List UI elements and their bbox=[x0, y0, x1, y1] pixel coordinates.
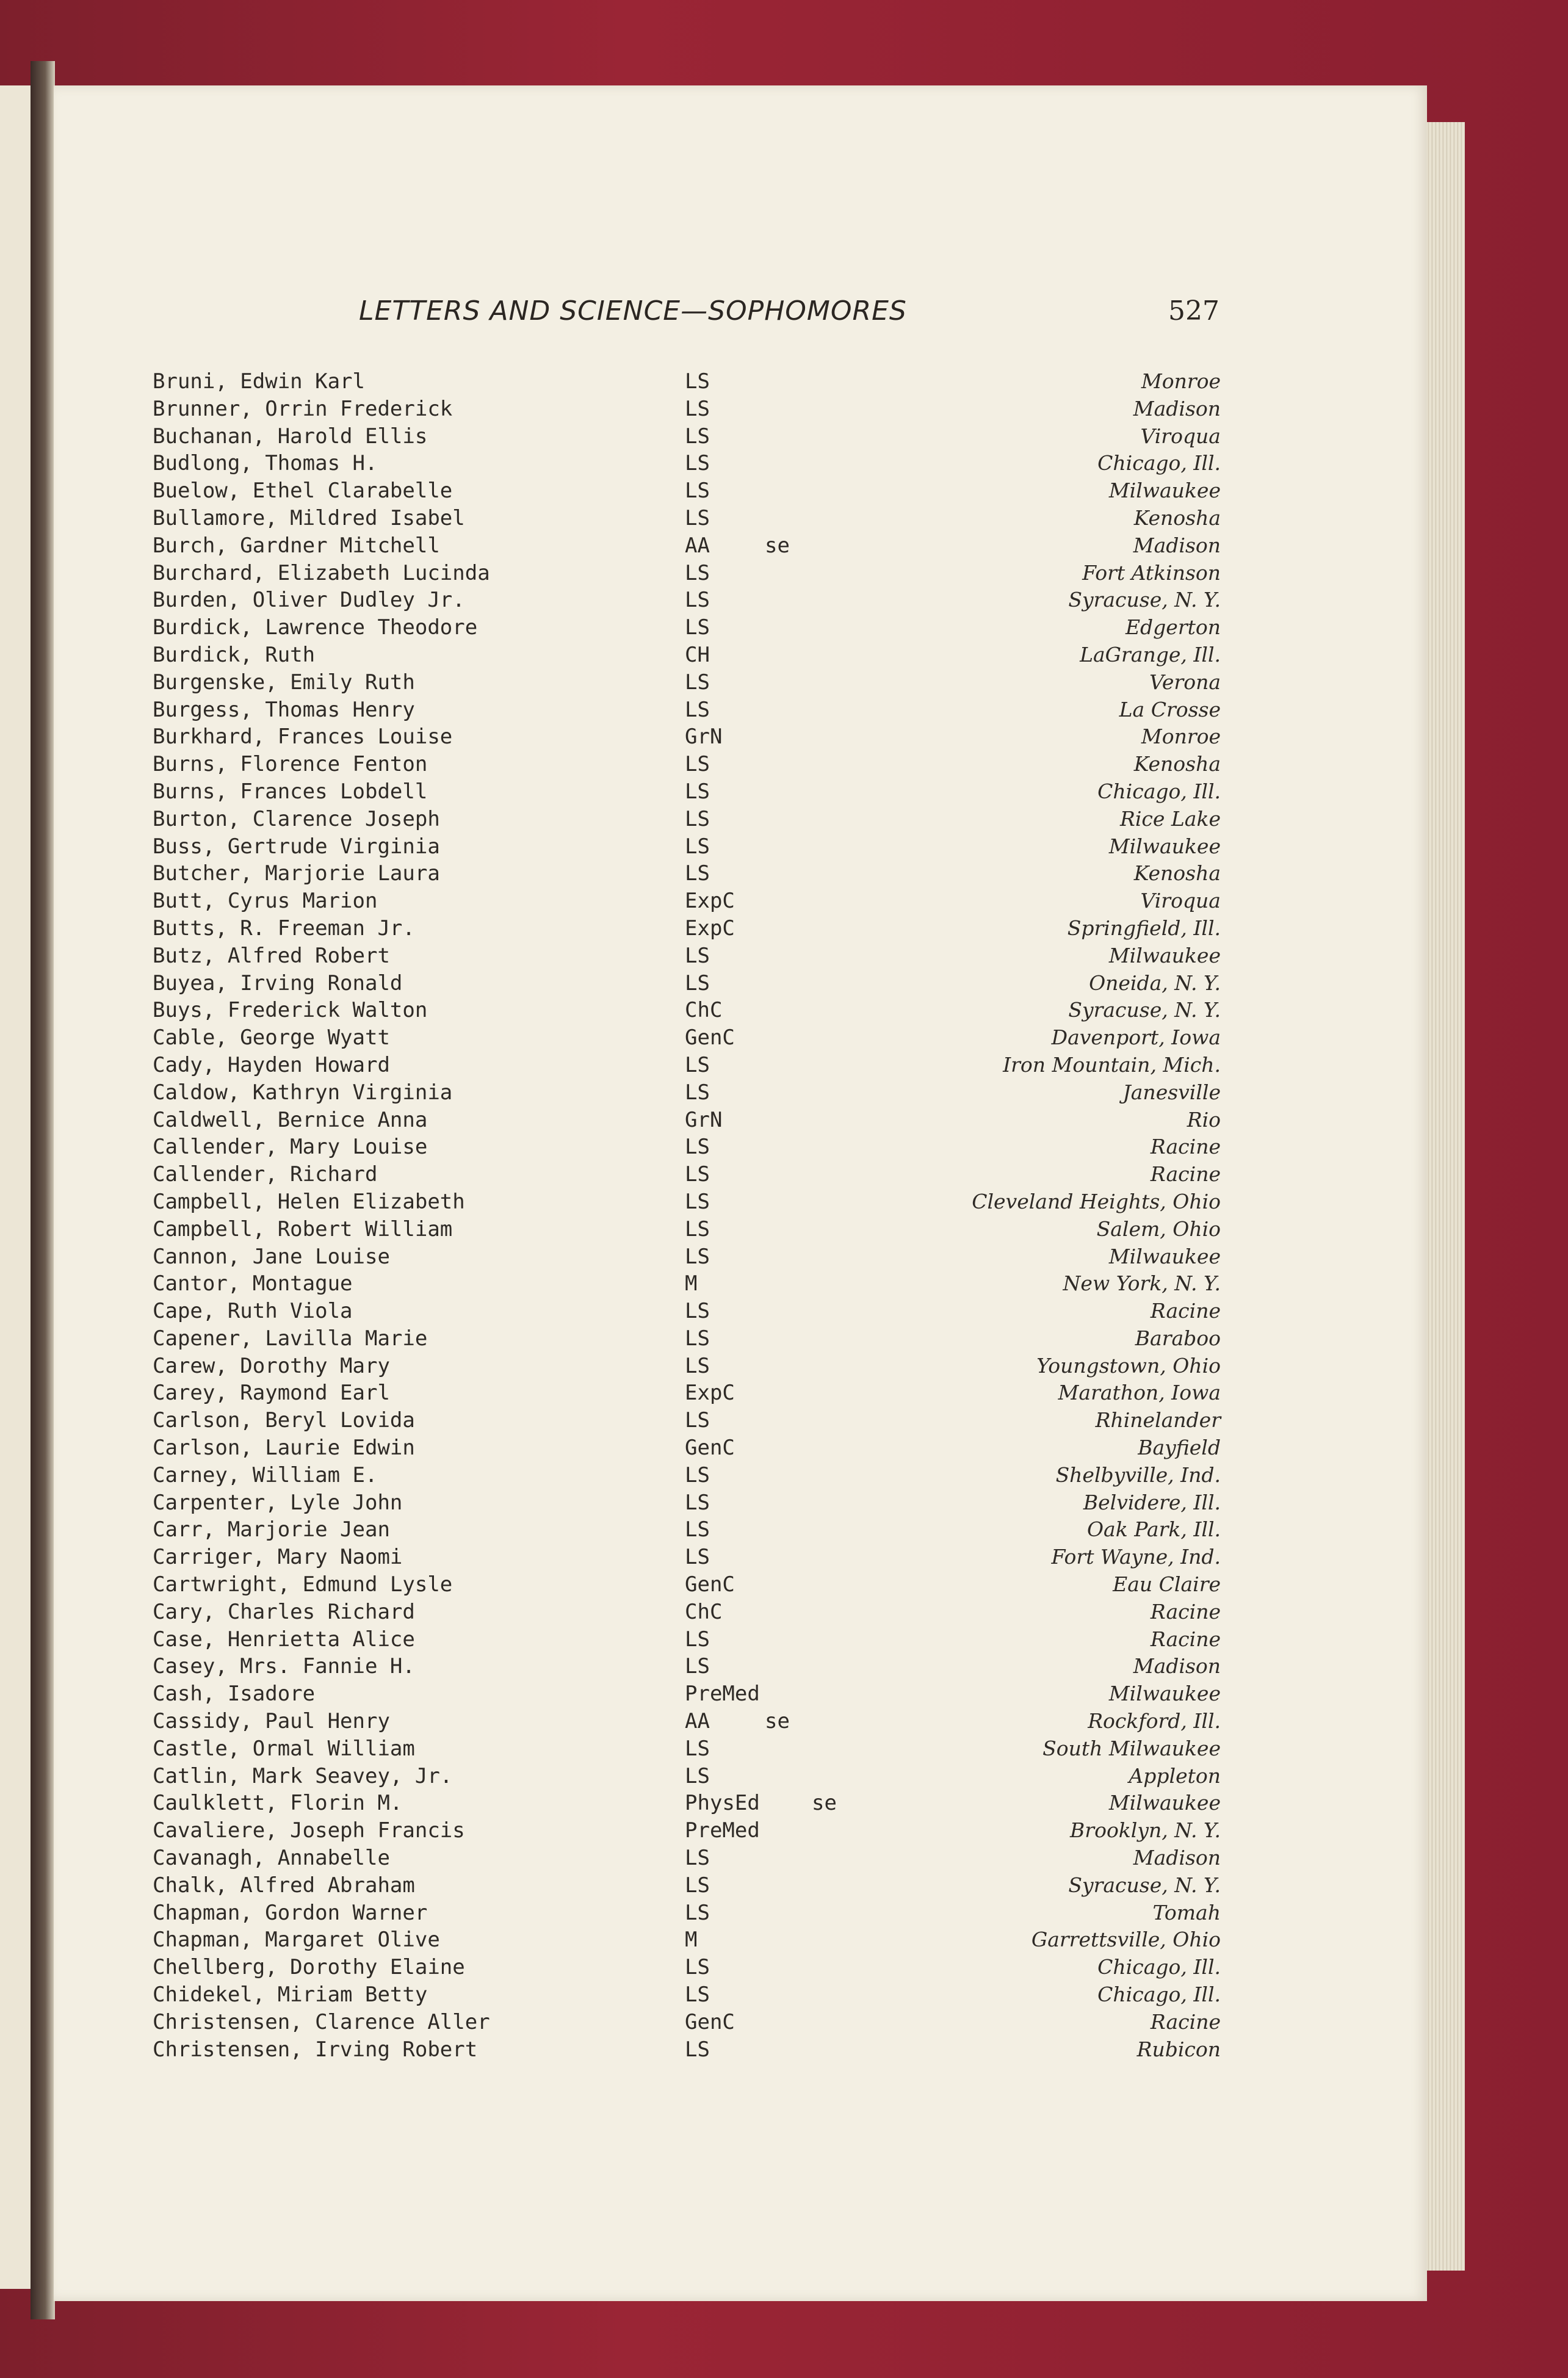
student-hometown: Edgerton bbox=[1125, 615, 1221, 640]
student-course: LS bbox=[685, 1736, 710, 1761]
student-name: Chidekel, Miriam Betty bbox=[153, 1982, 428, 2008]
student-hometown: Marathon, Iowa bbox=[1058, 1381, 1221, 1405]
student-note: se bbox=[765, 1709, 790, 1734]
student-name: Burchard, Elizabeth Lucinda bbox=[153, 560, 490, 585]
student-hometown: Chicago, Ill. bbox=[1097, 779, 1221, 803]
student-hometown: Viroqua bbox=[1140, 424, 1221, 448]
student-row bbox=[153, 1981, 1221, 2009]
student-name: Butts, R. Freeman Jr. bbox=[153, 916, 415, 941]
student-hometown: Rio bbox=[1187, 1107, 1221, 1132]
student-name: Burkhard, Frances Louise bbox=[153, 725, 453, 750]
student-hometown: Janesville bbox=[1122, 1080, 1221, 1104]
page-block-edges bbox=[1422, 122, 1465, 2271]
student-name: Cary, Charles Richard bbox=[153, 1599, 415, 1624]
student-row bbox=[153, 1954, 1221, 1981]
student-course: LS bbox=[685, 970, 710, 996]
student-course: LS bbox=[685, 396, 710, 421]
student-note: se bbox=[812, 1791, 837, 1816]
student-row bbox=[153, 887, 1221, 915]
student-hometown: Rice Lake bbox=[1119, 806, 1221, 831]
student-hometown: Youngstown, Ohio bbox=[1036, 1353, 1221, 1378]
student-course: M bbox=[685, 1271, 698, 1296]
student-course: LS bbox=[685, 560, 710, 585]
student-row bbox=[153, 833, 1221, 861]
student-name: Budlong, Thomas H. bbox=[153, 451, 378, 476]
student-hometown: Chicago, Ill. bbox=[1097, 451, 1221, 475]
student-name: Case, Henrietta Alice bbox=[153, 1627, 415, 1652]
student-hometown: Fort Wayne, Ind. bbox=[1051, 1545, 1221, 1569]
student-course: GenC bbox=[685, 1436, 735, 1461]
student-row bbox=[153, 1379, 1221, 1407]
student-name: Bullamore, Mildred Isabel bbox=[153, 505, 465, 530]
student-hometown: LaGrange, Ill. bbox=[1080, 642, 1221, 667]
student-course: LS bbox=[685, 451, 710, 476]
student-hometown: Madison bbox=[1133, 1846, 1221, 1870]
student-name: Cable, George Wyatt bbox=[153, 1025, 390, 1050]
student-name: Cantor, Montague bbox=[153, 1271, 353, 1296]
student-hometown: Syracuse, N. Y. bbox=[1068, 998, 1221, 1022]
student-hometown: Belvidere, Ill. bbox=[1083, 1490, 1221, 1514]
student-course: LS bbox=[685, 1900, 710, 1925]
student-row bbox=[153, 368, 1221, 396]
student-hometown: Brooklyn, N. Y. bbox=[1070, 1818, 1221, 1843]
student-row bbox=[153, 970, 1221, 997]
student-course: PreMed bbox=[685, 1818, 760, 1843]
running-title: LETTERS AND SCIENCE—SOPHOMORES bbox=[359, 295, 907, 327]
student-hometown: Rubicon bbox=[1136, 2037, 1221, 2061]
student-row bbox=[153, 423, 1221, 450]
student-row bbox=[153, 1107, 1221, 1134]
student-course: AA bbox=[685, 533, 710, 558]
student-name: Butz, Alfred Robert bbox=[153, 943, 390, 968]
student-row bbox=[153, 669, 1221, 696]
student-row bbox=[153, 1763, 1221, 1790]
student-hometown: Cleveland Heights, Ohio bbox=[972, 1189, 1221, 1213]
student-course: LS bbox=[685, 1244, 710, 1269]
student-course: LS bbox=[685, 424, 710, 449]
student-hometown: Racine bbox=[1150, 1627, 1221, 1651]
student-hometown: Tomah bbox=[1152, 1900, 1221, 1924]
student-course: LS bbox=[685, 1955, 710, 1980]
student-name: Burdick, Ruth bbox=[153, 642, 316, 667]
student-name: Cassidy, Paul Henry bbox=[153, 1709, 390, 1734]
student-course: GrN bbox=[685, 725, 723, 750]
student-course: GenC bbox=[685, 1025, 735, 1050]
student-row bbox=[153, 1680, 1221, 1708]
student-hometown: Davenport, Iowa bbox=[1051, 1025, 1221, 1050]
student-row bbox=[153, 1708, 1221, 1735]
student-row bbox=[153, 587, 1221, 614]
student-course: LS bbox=[685, 369, 710, 394]
student-hometown: Madison bbox=[1133, 533, 1221, 557]
student-row bbox=[153, 1407, 1221, 1434]
student-row bbox=[153, 1899, 1221, 1927]
student-hometown: Monroe bbox=[1141, 725, 1221, 749]
student-row bbox=[153, 1024, 1221, 1052]
student-course: LS bbox=[685, 615, 710, 640]
student-name: Buelow, Ethel Clarabelle bbox=[153, 479, 453, 504]
student-course: GrN bbox=[685, 1107, 723, 1132]
student-course: PhysEd bbox=[685, 1791, 760, 1816]
student-name: Butt, Cyrus Marion bbox=[153, 889, 378, 914]
student-hometown: Shelbyville, Ind. bbox=[1055, 1462, 1221, 1487]
student-name: Buyea, Irving Ronald bbox=[153, 970, 403, 996]
student-row bbox=[153, 1626, 1221, 1653]
student-name: Casey, Mrs. Fannie H. bbox=[153, 1654, 415, 1679]
student-row bbox=[153, 560, 1221, 587]
student-name: Burns, Florence Fenton bbox=[153, 752, 428, 777]
student-name: Chapman, Gordon Warner bbox=[153, 1900, 428, 1925]
student-row bbox=[153, 1434, 1221, 1462]
student-row bbox=[153, 2009, 1221, 2036]
student-row bbox=[153, 1052, 1221, 1079]
student-row bbox=[153, 942, 1221, 970]
student-name: Carlson, Laurie Edwin bbox=[153, 1436, 415, 1461]
student-row bbox=[153, 1653, 1221, 1680]
student-name: Callender, Mary Louise bbox=[153, 1135, 428, 1160]
student-name: Chellberg, Dorothy Elaine bbox=[153, 1955, 465, 1980]
student-hometown: Rhinelander bbox=[1095, 1408, 1221, 1433]
student-row bbox=[153, 860, 1221, 887]
student-row bbox=[153, 1926, 1221, 1954]
student-row bbox=[153, 532, 1221, 560]
student-course: AA bbox=[685, 1709, 710, 1734]
student-hometown: Milwaukee bbox=[1108, 1791, 1221, 1815]
student-course: LS bbox=[685, 1517, 710, 1542]
student-hometown: Verona bbox=[1149, 670, 1221, 694]
student-course: LS bbox=[685, 1846, 710, 1871]
student-row bbox=[153, 1516, 1221, 1544]
student-row bbox=[153, 1872, 1221, 1899]
student-name: Burdick, Lawrence Theodore bbox=[153, 615, 478, 640]
student-name: Catlin, Mark Seavey, Jr. bbox=[153, 1763, 453, 1788]
student-hometown: Baraboo bbox=[1135, 1326, 1221, 1350]
book-gutter bbox=[31, 61, 55, 2319]
student-course: LS bbox=[685, 1408, 710, 1433]
student-row bbox=[153, 1325, 1221, 1353]
student-course: LS bbox=[685, 1080, 710, 1105]
student-name: Burns, Frances Lobdell bbox=[153, 779, 428, 804]
student-name: Chapman, Margaret Olive bbox=[153, 1928, 440, 1953]
student-hometown: Racine bbox=[1150, 1135, 1221, 1159]
student-course: LS bbox=[685, 779, 710, 804]
student-hometown: Madison bbox=[1133, 396, 1221, 421]
student-hometown: Garrettsville, Ohio bbox=[1031, 1928, 1221, 1952]
student-name: Buss, Gertrude Virginia bbox=[153, 834, 440, 859]
student-row bbox=[153, 1571, 1221, 1599]
student-name: Carew, Dorothy Mary bbox=[153, 1353, 390, 1378]
student-row bbox=[153, 2036, 1221, 2064]
student-row bbox=[153, 751, 1221, 778]
student-row bbox=[153, 1298, 1221, 1325]
student-row bbox=[153, 1353, 1221, 1380]
student-hometown: Salem, Ohio bbox=[1096, 1216, 1221, 1241]
student-name: Burgess, Thomas Henry bbox=[153, 697, 415, 722]
student-course: LS bbox=[685, 1189, 710, 1214]
student-name: Cape, Ruth Viola bbox=[153, 1299, 353, 1324]
student-course: LS bbox=[685, 1052, 710, 1077]
student-course: CH bbox=[685, 642, 710, 667]
student-name: Caulklett, Florin M. bbox=[153, 1791, 403, 1816]
student-course: ChC bbox=[685, 1599, 723, 1624]
student-name: Carr, Marjorie Jean bbox=[153, 1517, 390, 1542]
student-hometown: Milwaukee bbox=[1108, 1682, 1221, 1706]
student-hometown: Milwaukee bbox=[1108, 1244, 1221, 1268]
student-name: Campbell, Helen Elizabeth bbox=[153, 1189, 465, 1214]
student-name: Buys, Frederick Walton bbox=[153, 998, 428, 1023]
student-course: LS bbox=[685, 1216, 710, 1241]
student-name: Bruni, Edwin Karl bbox=[153, 369, 365, 394]
student-course: LS bbox=[685, 834, 710, 859]
student-name: Burton, Clarence Joseph bbox=[153, 806, 440, 831]
student-row bbox=[153, 1216, 1221, 1243]
student-name: Brunner, Orrin Frederick bbox=[153, 396, 453, 421]
student-course: LS bbox=[685, 505, 710, 530]
student-hometown: Iron Mountain, Mich. bbox=[1003, 1052, 1221, 1077]
student-name: Castle, Ormal William bbox=[153, 1736, 415, 1761]
student-course: LS bbox=[685, 1627, 710, 1652]
student-row bbox=[153, 1462, 1221, 1489]
student-row bbox=[153, 997, 1221, 1024]
student-name: Caldwell, Bernice Anna bbox=[153, 1107, 428, 1132]
student-course: M bbox=[685, 1928, 698, 1953]
student-hometown: Racine bbox=[1150, 1299, 1221, 1323]
student-name: Carey, Raymond Earl bbox=[153, 1381, 390, 1406]
student-name: Christensen, Irving Robert bbox=[153, 2037, 478, 2062]
student-name: Capener, Lavilla Marie bbox=[153, 1326, 428, 1351]
student-course: LS bbox=[685, 1353, 710, 1378]
student-hometown: Kenosha bbox=[1133, 752, 1221, 776]
student-course: LS bbox=[685, 697, 710, 722]
student-row bbox=[153, 1188, 1221, 1216]
student-course: LS bbox=[685, 806, 710, 831]
student-note: se bbox=[765, 533, 790, 558]
student-hometown: Eau Claire bbox=[1113, 1572, 1221, 1597]
student-row bbox=[153, 1735, 1221, 1763]
student-name: Cavanagh, Annabelle bbox=[153, 1846, 390, 1871]
student-course: LS bbox=[685, 752, 710, 777]
student-hometown: Kenosha bbox=[1133, 861, 1221, 886]
student-course: LS bbox=[685, 1490, 710, 1515]
student-course: LS bbox=[685, 670, 710, 695]
student-name: Campbell, Robert William bbox=[153, 1216, 453, 1241]
student-hometown: Kenosha bbox=[1133, 505, 1221, 530]
student-hometown: Madison bbox=[1133, 1654, 1221, 1679]
student-name: Callender, Richard bbox=[153, 1162, 378, 1187]
student-course: ChC bbox=[685, 998, 723, 1023]
student-row bbox=[153, 1599, 1221, 1626]
student-name: Burch, Gardner Mitchell bbox=[153, 533, 440, 558]
student-hometown: South Milwaukee bbox=[1042, 1736, 1221, 1760]
student-course: GenC bbox=[685, 1572, 735, 1597]
student-row bbox=[153, 1544, 1221, 1571]
student-hometown: Racine bbox=[1150, 1162, 1221, 1187]
student-row bbox=[153, 450, 1221, 477]
student-row bbox=[153, 1243, 1221, 1271]
student-hometown: Rockford, Ill. bbox=[1088, 1709, 1221, 1733]
student-name: Cannon, Jane Louise bbox=[153, 1244, 390, 1269]
student-hometown: Chicago, Ill. bbox=[1097, 1982, 1221, 2007]
student-name: Chalk, Alfred Abraham bbox=[153, 1873, 415, 1898]
student-row bbox=[153, 396, 1221, 423]
student-course: LS bbox=[685, 1545, 710, 1570]
facing-page-edge bbox=[0, 85, 31, 2289]
student-row bbox=[153, 1161, 1221, 1188]
student-row bbox=[153, 1133, 1221, 1161]
student-row bbox=[153, 696, 1221, 724]
student-name: Cash, Isadore bbox=[153, 1682, 316, 1707]
student-name: Carney, William E. bbox=[153, 1462, 378, 1487]
student-hometown: Milwaukee bbox=[1108, 943, 1221, 967]
student-course: PreMed bbox=[685, 1682, 760, 1707]
student-course: ExpC bbox=[685, 916, 735, 941]
student-hometown: Milwaukee bbox=[1108, 479, 1221, 503]
student-course: LS bbox=[685, 1326, 710, 1351]
student-hometown: Bayfield bbox=[1138, 1436, 1221, 1460]
student-hometown: New York, N. Y. bbox=[1063, 1271, 1221, 1296]
student-row bbox=[153, 1845, 1221, 1872]
student-course: GenC bbox=[685, 2009, 735, 2034]
student-name: Burden, Oliver Dudley Jr. bbox=[153, 588, 465, 613]
student-row bbox=[153, 1489, 1221, 1517]
student-course: LS bbox=[685, 1462, 710, 1487]
student-course: LS bbox=[685, 479, 710, 504]
student-course: ExpC bbox=[685, 889, 735, 914]
student-name: Christensen, Clarence Aller bbox=[153, 2009, 490, 2034]
student-name: Buchanan, Harold Ellis bbox=[153, 424, 428, 449]
student-hometown: La Crosse bbox=[1119, 697, 1221, 721]
student-row bbox=[153, 1079, 1221, 1107]
student-row bbox=[153, 641, 1221, 669]
student-hometown: Oneida, N. Y. bbox=[1089, 970, 1221, 995]
student-course: LS bbox=[685, 943, 710, 968]
student-course: LS bbox=[685, 1654, 710, 1679]
student-row bbox=[153, 915, 1221, 942]
student-row bbox=[153, 806, 1221, 833]
student-hometown: Chicago, Ill. bbox=[1097, 1955, 1221, 1979]
student-name: Carlson, Beryl Lovida bbox=[153, 1408, 415, 1433]
student-hometown: Oak Park, Ill. bbox=[1087, 1517, 1221, 1542]
student-course: LS bbox=[685, 588, 710, 613]
student-row bbox=[153, 477, 1221, 505]
student-name: Cady, Hayden Howard bbox=[153, 1052, 390, 1077]
student-hometown: Springfield, Ill. bbox=[1067, 916, 1221, 940]
student-hometown: Appleton bbox=[1129, 1763, 1221, 1788]
student-name: Caldow, Kathryn Virginia bbox=[153, 1080, 453, 1105]
student-hometown: Racine bbox=[1150, 1599, 1221, 1624]
student-hometown: Viroqua bbox=[1140, 889, 1221, 913]
student-course: LS bbox=[685, 1135, 710, 1160]
student-row bbox=[153, 778, 1221, 806]
student-name: Butcher, Marjorie Laura bbox=[153, 861, 440, 886]
student-name: Burgenske, Emily Ruth bbox=[153, 670, 415, 695]
student-row bbox=[153, 614, 1221, 641]
student-hometown: Fort Atkinson bbox=[1082, 560, 1221, 585]
student-row bbox=[153, 723, 1221, 751]
student-row bbox=[153, 1817, 1221, 1845]
student-list bbox=[153, 368, 1221, 2063]
student-hometown: Monroe bbox=[1141, 369, 1221, 393]
student-name: Carriger, Mary Naomi bbox=[153, 1545, 403, 1570]
student-course: LS bbox=[685, 1982, 710, 2008]
student-name: Cavaliere, Joseph Francis bbox=[153, 1818, 465, 1843]
student-hometown: Syracuse, N. Y. bbox=[1068, 1873, 1221, 1897]
page-header bbox=[359, 295, 1219, 332]
student-course: LS bbox=[685, 861, 710, 886]
student-row bbox=[153, 1270, 1221, 1298]
student-hometown: Racine bbox=[1150, 2009, 1221, 2034]
student-hometown: Milwaukee bbox=[1108, 834, 1221, 858]
student-row bbox=[153, 505, 1221, 532]
student-course: LS bbox=[685, 1162, 710, 1187]
student-row bbox=[153, 1790, 1221, 1817]
student-name: Cartwright, Edmund Lysle bbox=[153, 1572, 453, 1597]
student-hometown: Syracuse, N. Y. bbox=[1068, 588, 1221, 612]
student-course: LS bbox=[685, 1299, 710, 1324]
student-course: ExpC bbox=[685, 1381, 735, 1406]
student-course: LS bbox=[685, 1873, 710, 1898]
page-number: 527 bbox=[1168, 295, 1219, 327]
student-course: LS bbox=[685, 1763, 710, 1788]
student-course: LS bbox=[685, 2037, 710, 2062]
student-name: Carpenter, Lyle John bbox=[153, 1490, 403, 1515]
